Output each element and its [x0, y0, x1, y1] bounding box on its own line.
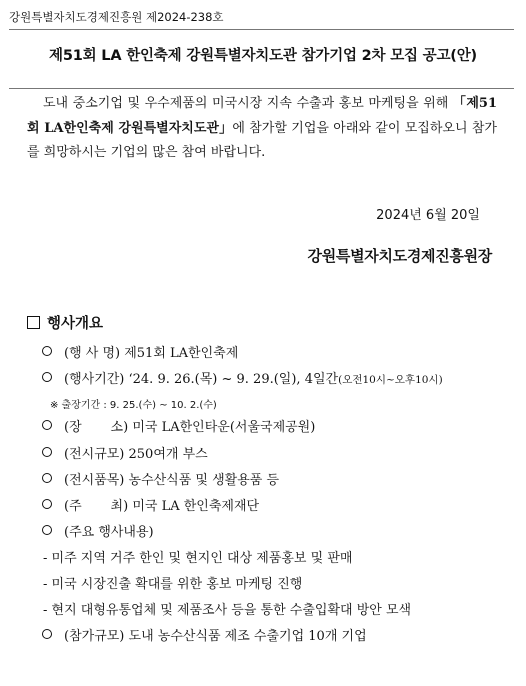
header-top-rule — [9, 29, 514, 30]
circle-bullet-icon — [42, 525, 52, 535]
circle-bullet-icon — [42, 629, 52, 639]
issuing-organization: 강원특별자치도경제진흥원장 — [307, 247, 492, 265]
circle-bullet-icon — [42, 420, 52, 430]
item-text: (장 소) 미국 LA한인타운(서울국제공원) — [64, 420, 316, 435]
intro-text-1: 도내 중소기업 및 우수제품의 미국시장 지속 수출과 홍보 마케팅을 위해 — [43, 96, 453, 111]
sub-item-promotion: - 미주 지역 거주 한인 및 현지인 대상 제품홍보 및 판매 — [43, 551, 353, 566]
sub-item-export: - 현지 대형유통업체 및 제품조사 등을 통한 수출입확대 방안 모색 — [43, 603, 412, 618]
circle-bullet-icon — [42, 473, 52, 483]
section-heading — [27, 312, 103, 333]
intro-event-highlight: 「제51회 LA한인축제 강원특별자치도관」 — [27, 96, 497, 136]
item-text: (주 최) 미국 LA 한인축제재단 — [64, 499, 260, 514]
item-event-name — [42, 342, 238, 361]
square-bullet-icon — [27, 316, 40, 329]
item-venue — [42, 416, 315, 435]
circle-bullet-icon — [42, 499, 52, 509]
item-host — [42, 495, 259, 514]
circle-bullet-icon — [42, 346, 52, 356]
announcement-date: 2024년 6월 20일 — [376, 208, 480, 223]
item-text: (행사기간) ‘24. 9. 26.(목) ~ 9. 29.(일), 4일간 — [64, 372, 339, 387]
item-main-content — [42, 521, 154, 540]
item-exhibition-products — [42, 469, 279, 488]
sub-item-marketing: - 미국 시장진출 확대를 위한 홍보 마케팅 진행 — [43, 577, 303, 592]
circle-bullet-icon — [42, 372, 52, 382]
item-text: (전시규모) 250여개 부스 — [64, 447, 208, 462]
travel-period-note: ※ 출장기간 : 9. 25.(수) ~ 10. 2.(수) — [50, 400, 217, 411]
item-text: (주요 행사내용) — [64, 525, 154, 540]
item-text: (전시품목) 농수산식품 및 생활용품 등 — [64, 473, 280, 488]
item-exhibition-scale — [42, 443, 208, 462]
item-event-period — [42, 368, 443, 387]
item-participants — [42, 625, 367, 644]
header-bottom-rule — [9, 88, 514, 89]
item-text: (행 사 명) 제51회 LA한인축제 — [64, 346, 239, 361]
document-number: 강원특별자치도경제진흥원 제2024-238호 — [9, 10, 224, 24]
intro-paragraph — [27, 92, 497, 166]
section-title: 행사개요 — [47, 316, 104, 332]
item-hours: (오전10시~오후10시) — [338, 374, 443, 386]
intro-text-2: 에 참가할 기업을 아래와 같이 모집하오니 참가를 희망하시는 기업의 많은 참여 바랍니다. — [27, 120, 497, 160]
document-title: 제51회 LA 한인축제 강원특별자치도관 참가기업 2차 모집 공고(안) — [49, 48, 477, 64]
circle-bullet-icon — [42, 447, 52, 457]
item-text: (참가규모) 도내 농수산식품 제조 수출기업 10개 기업 — [64, 629, 367, 644]
